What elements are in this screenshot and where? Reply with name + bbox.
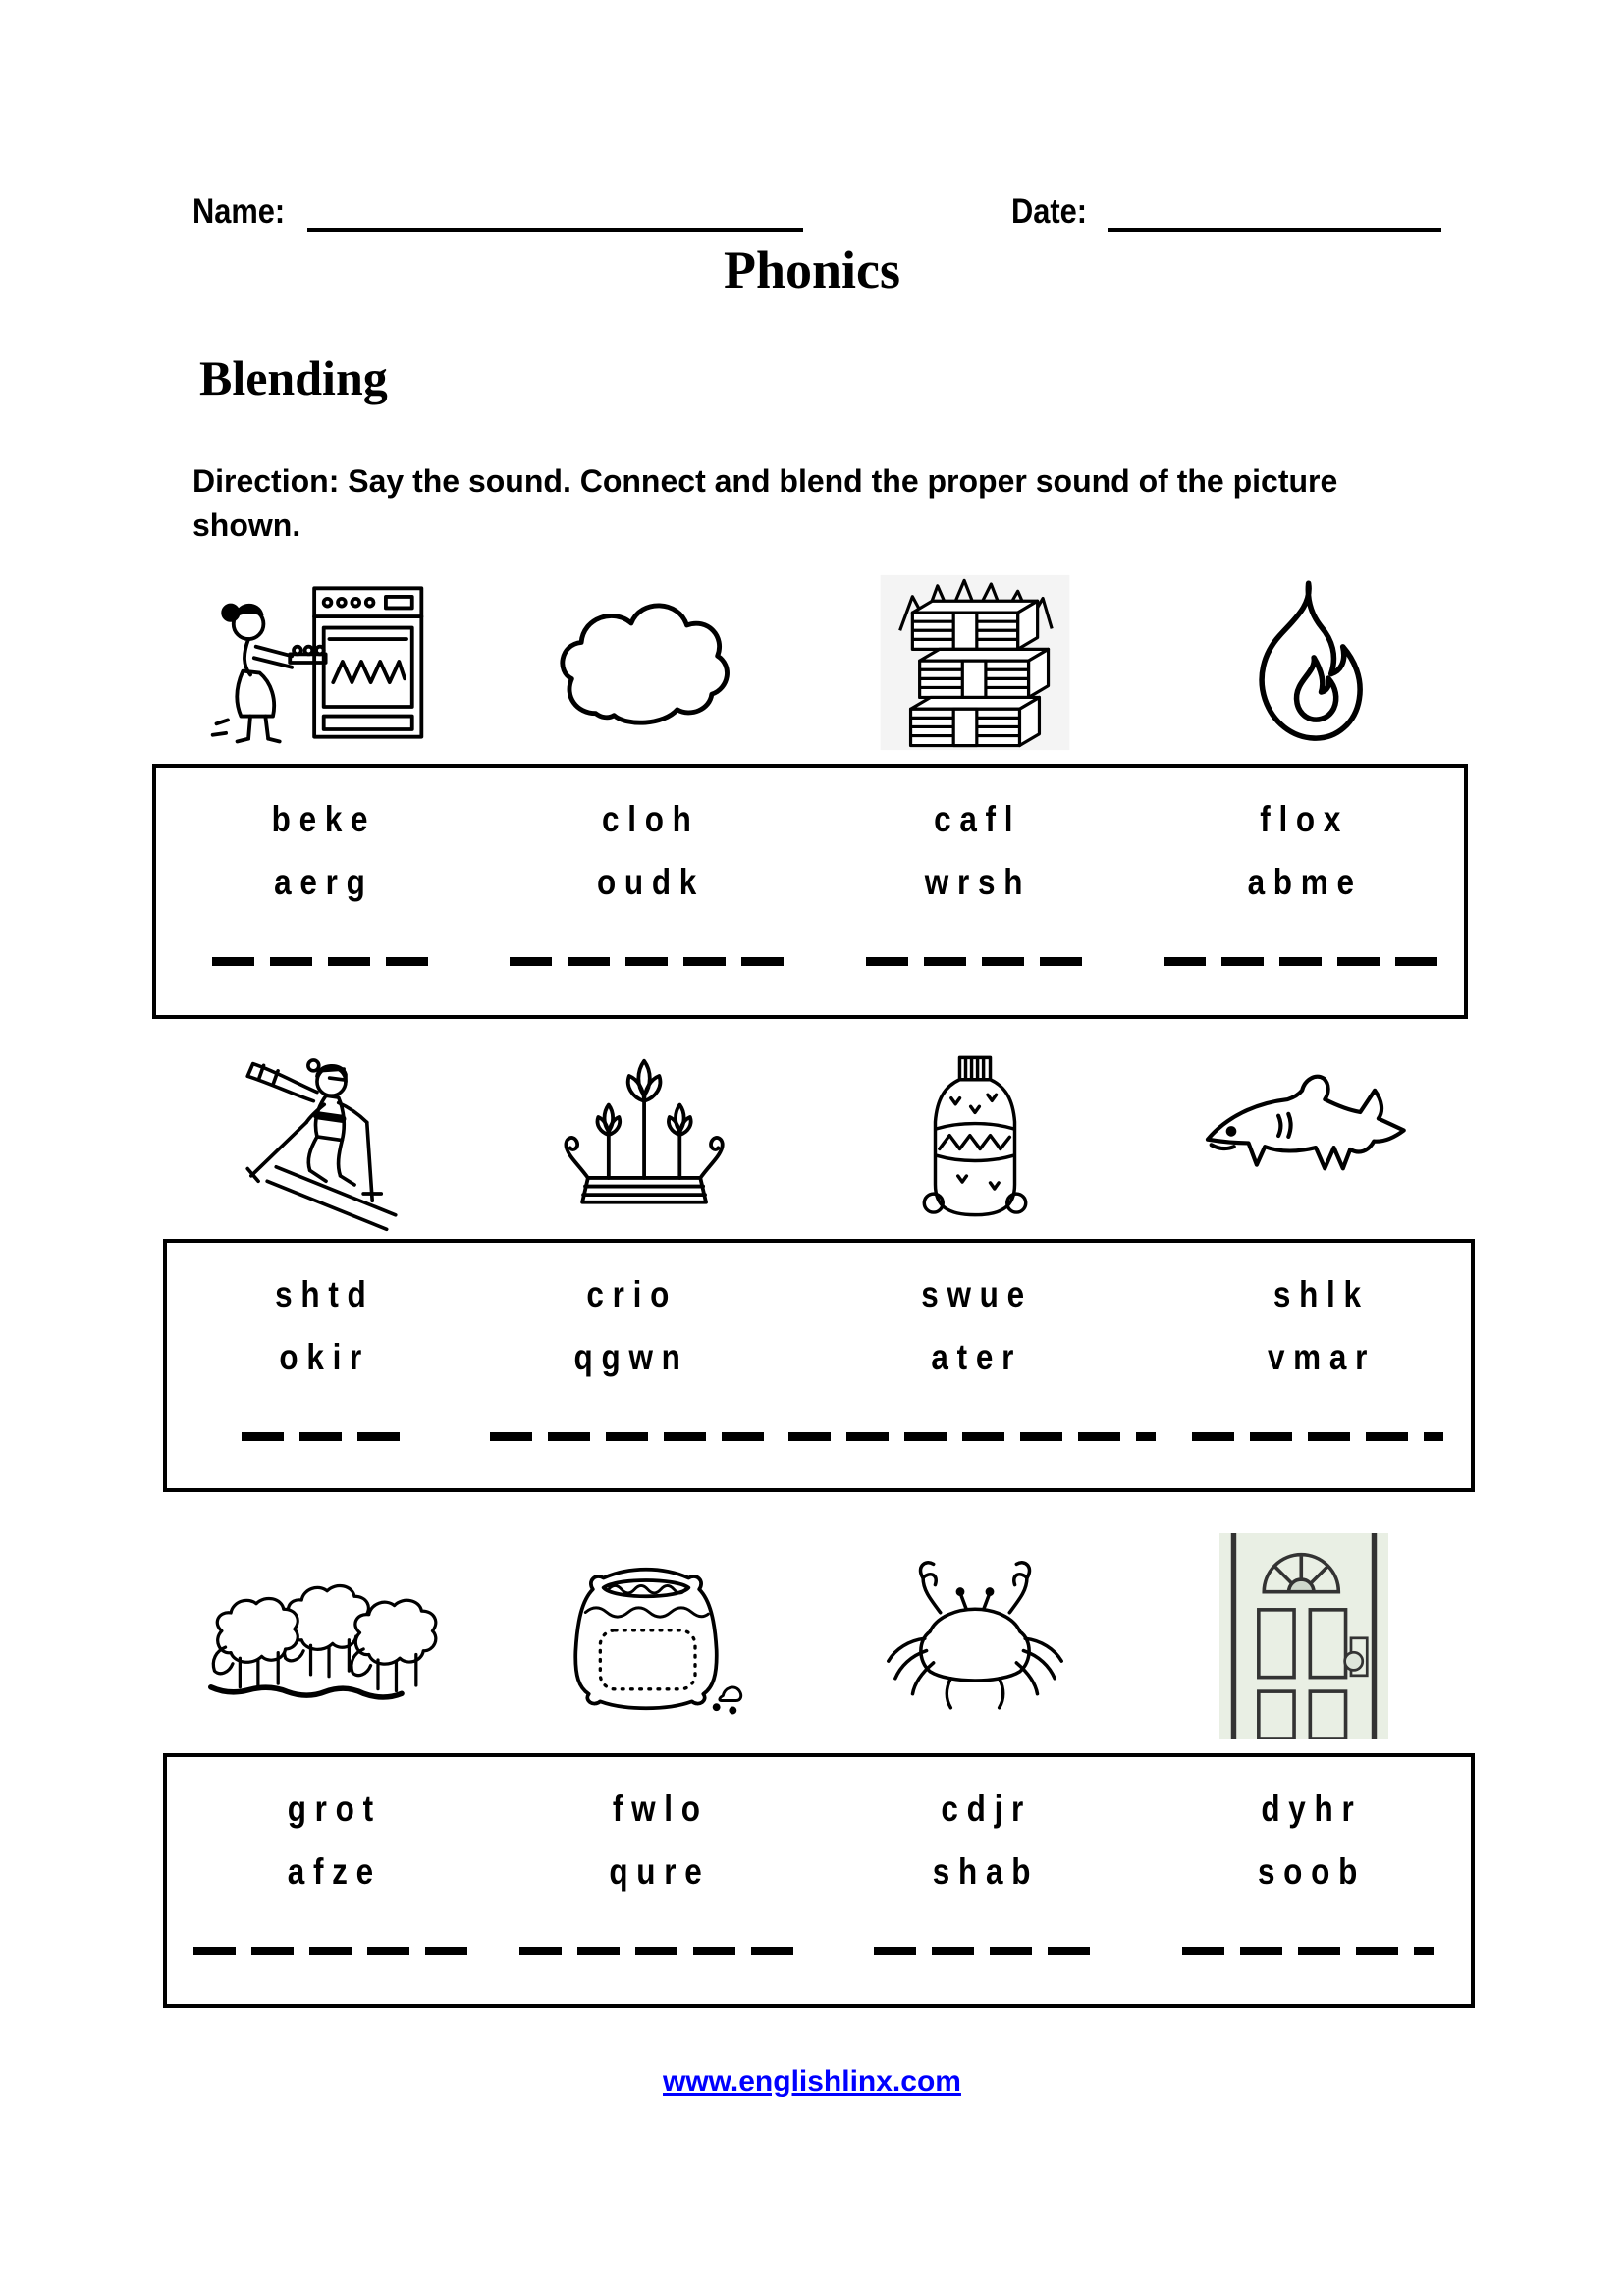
name-field xyxy=(192,192,803,232)
letter-options-top: c l o h xyxy=(602,799,691,839)
blend-column xyxy=(781,1243,1164,1488)
door-image xyxy=(1219,1533,1388,1739)
page-title: Phonics xyxy=(723,240,901,299)
picture-row-2 xyxy=(152,1041,1468,1227)
answer-blank xyxy=(483,957,810,966)
letter-box-1 xyxy=(152,764,1468,1019)
flame-icon xyxy=(1235,574,1373,751)
answer-blank xyxy=(493,1947,819,1955)
crab-image xyxy=(871,1552,1079,1721)
sheep-flock-image xyxy=(194,1564,440,1709)
direction-text: Direction: Say the sound. Connect and blend the proper sound of the picture shown. xyxy=(192,463,1338,544)
letter-options-top: s w u e xyxy=(920,1274,1024,1314)
letter-options-top: b e k e xyxy=(271,799,368,839)
money-stack-icon xyxy=(877,573,1073,752)
letter-options-top: f w l o xyxy=(612,1789,700,1829)
letter-options-top: d y h r xyxy=(1261,1789,1355,1829)
letter-options-bottom: a f z e xyxy=(287,1851,373,1892)
letter-options-bottom: v m a r xyxy=(1267,1337,1368,1377)
sweater-image xyxy=(907,1047,1043,1225)
answer-blank xyxy=(781,1432,1164,1441)
cloud-icon xyxy=(545,581,746,744)
letter-box-2 xyxy=(163,1239,1475,1492)
answer-blank xyxy=(1137,957,1464,966)
sack-image xyxy=(548,1555,744,1719)
date-field xyxy=(1011,192,1441,232)
money-stack-image xyxy=(877,573,1073,752)
letter-options-top: c d j r xyxy=(941,1789,1023,1829)
answer-blank xyxy=(1164,1432,1471,1441)
footer xyxy=(0,2065,1624,2099)
blend-column xyxy=(819,1757,1145,2004)
blend-column xyxy=(483,768,810,1015)
answer-blank xyxy=(819,1947,1145,1955)
date-blank-line xyxy=(1108,192,1441,232)
section-title: Blending xyxy=(199,350,388,405)
answer-blank xyxy=(810,957,1137,966)
letter-options-top: f l o x xyxy=(1260,799,1341,839)
name-label: Name: xyxy=(192,192,286,231)
letter-options-bottom: a b m e xyxy=(1247,862,1354,902)
date-label: Date: xyxy=(1011,192,1088,231)
answer-blank xyxy=(474,1432,782,1441)
sheep-flock-icon xyxy=(194,1564,440,1709)
answer-blank xyxy=(167,1947,493,1955)
woman-baking-icon xyxy=(199,573,435,752)
letter-options-bottom: q u r e xyxy=(609,1851,703,1892)
woman-baking-image xyxy=(199,573,435,752)
answer-blank xyxy=(167,1432,474,1441)
website-link[interactable]: www.englishlinx.com xyxy=(663,2065,961,2098)
crab-icon xyxy=(871,1552,1079,1721)
letter-box-3 xyxy=(163,1753,1475,2008)
letter-options-bottom: o k i r xyxy=(279,1337,362,1377)
picture-row-3 xyxy=(152,1533,1468,1720)
shark-image xyxy=(1195,1061,1413,1211)
name-blank-line xyxy=(307,192,803,232)
answer-blank xyxy=(156,957,483,966)
skier-icon xyxy=(221,1041,412,1232)
blend-column xyxy=(810,768,1137,1015)
sweater-icon xyxy=(907,1047,1043,1225)
door-icon xyxy=(1219,1533,1388,1739)
picture-row-1 xyxy=(152,569,1468,756)
blend-column xyxy=(1137,768,1464,1015)
letter-options-top: g r o t xyxy=(287,1789,373,1829)
shark-icon xyxy=(1195,1061,1413,1211)
blend-column xyxy=(493,1757,819,2004)
letter-options-top: c r i o xyxy=(586,1274,669,1314)
blend-column xyxy=(156,768,483,1015)
flame-image xyxy=(1235,574,1373,751)
letter-options-bottom: s h a b xyxy=(933,1851,1031,1892)
cloud-image xyxy=(545,581,746,744)
letter-options-bottom: w r s h xyxy=(924,862,1023,902)
sack-icon xyxy=(548,1555,744,1719)
blend-column xyxy=(167,1243,474,1488)
letter-options-bottom: a t e r xyxy=(931,1337,1014,1377)
crown-icon xyxy=(545,1052,746,1221)
blend-column xyxy=(1145,1757,1471,2004)
crown-image xyxy=(545,1052,746,1221)
letter-options-top: s h l k xyxy=(1273,1274,1362,1314)
answer-blank xyxy=(1145,1947,1471,1955)
skier-image xyxy=(221,1041,412,1232)
letter-options-bottom: o u d k xyxy=(596,862,697,902)
letter-options-bottom: s o o b xyxy=(1258,1851,1358,1892)
letter-options-top: s h t d xyxy=(275,1274,366,1314)
blend-column xyxy=(167,1757,493,2004)
letter-options-bottom: q g w n xyxy=(573,1337,681,1377)
blend-column xyxy=(1164,1243,1471,1488)
letter-options-bottom: a e r g xyxy=(274,862,365,902)
blend-column xyxy=(474,1243,782,1488)
letter-options-top: c a f l xyxy=(934,799,1013,839)
